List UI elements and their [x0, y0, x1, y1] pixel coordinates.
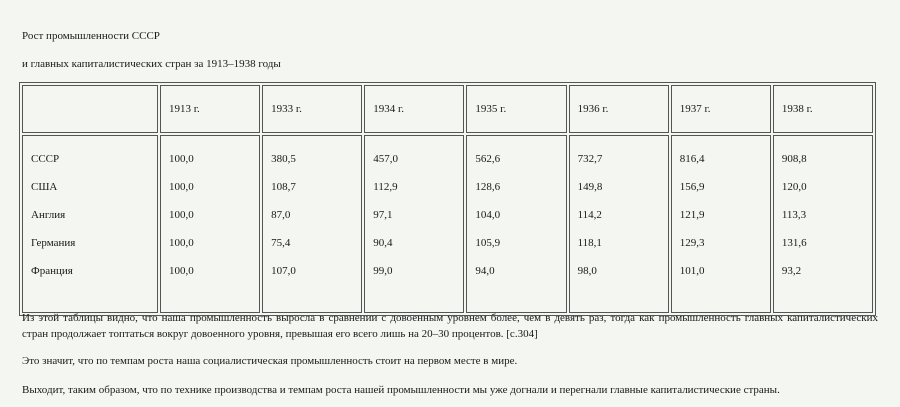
header-year: 1934 г.	[364, 85, 464, 133]
table-cell: 98,0	[577, 265, 597, 277]
table-cell: 107,0	[271, 265, 296, 277]
table-cell: 100,0	[169, 181, 194, 193]
country-column	[22, 135, 158, 313]
header-year: 1933 г.	[262, 85, 362, 133]
year-1913-column	[160, 135, 260, 313]
table-cell: 99,0	[373, 265, 393, 277]
header-year: 1936 г.	[569, 85, 669, 133]
year-1936-column	[569, 135, 669, 313]
table-cell: 118,1	[577, 237, 602, 249]
table-cell: 75,4	[271, 237, 291, 249]
table-header-row	[22, 85, 873, 133]
table-cell: 112,9	[373, 181, 398, 193]
table-cell: 121,9	[679, 209, 705, 221]
table-cell: 93,2	[781, 265, 802, 277]
table-cell: 97,1	[373, 209, 393, 221]
table-cell: 105,9	[475, 237, 501, 249]
table-cell: 90,4	[373, 237, 393, 249]
table-cell: 457,0	[373, 153, 399, 165]
table-cell: 100,0	[169, 209, 194, 221]
table-cell: 100,0	[169, 265, 194, 277]
table-cell: 120,0	[781, 181, 807, 193]
year-1935-column	[466, 135, 566, 313]
table-body-row	[22, 135, 873, 313]
header-year: 1937 г.	[671, 85, 771, 133]
table-cell: 113,3	[781, 209, 807, 221]
table-cell: 100,0	[169, 153, 194, 165]
paragraph: Это значит, что по темпам роста наша социалистическая промышленность стоит на первом месте в мире.	[22, 355, 518, 367]
year-1933-column	[262, 135, 362, 313]
table-cell: 732,7	[577, 153, 603, 165]
header-corner-cell	[22, 85, 158, 133]
industry-growth-table	[19, 82, 876, 316]
table-cell: 149,8	[577, 181, 603, 193]
table-cell: 104,0	[475, 209, 501, 221]
table-cell: 101,0	[679, 265, 705, 277]
year-1938-column	[773, 135, 873, 313]
table-cell: 108,7	[271, 181, 296, 193]
table-cell: 131,6	[781, 237, 807, 249]
country-name: Франция	[31, 265, 73, 277]
table-cell: 156,9	[679, 181, 705, 193]
table-cell: 129,3	[679, 237, 705, 249]
header-year: 1913 г.	[160, 85, 260, 133]
header-year: 1938 г.	[773, 85, 873, 133]
table-cell: 816,4	[679, 153, 705, 165]
table-cell: 562,6	[475, 153, 501, 165]
paragraph: Из этой таблицы видно, что наша промышленность выросла в сравнении с довоенным уровнем более, чем в девять раз, тогда как промышленность главных капиталистических стран продолжает топтаться вокруг довоенного уровня, превышая его всего лишь на 20–30 процентов. [с.304]	[22, 312, 878, 340]
table-cell: 114,2	[577, 209, 602, 221]
table-title: Рост промышленности СССР	[22, 30, 160, 42]
year-1937-column	[671, 135, 771, 313]
table-cell: 87,0	[271, 209, 291, 221]
table-cell: 380,5	[271, 153, 296, 165]
table-subtitle: и главных капиталистических стран за 1913–1938 годы	[22, 58, 281, 70]
table-cell: 908,8	[781, 153, 807, 165]
country-name: США	[31, 181, 58, 193]
year-1934-column	[364, 135, 464, 313]
country-name: СССР	[31, 153, 60, 165]
country-name: Англия	[31, 209, 66, 221]
table-cell: 100,0	[169, 237, 194, 249]
table-cell: 128,6	[475, 181, 501, 193]
country-name: Германия	[31, 237, 76, 249]
paragraph: Выходит, таким образом, что по технике производства и темпам роста нашей промышленности мы уже догнали и перегнали главные капиталистические страны.	[22, 384, 780, 396]
header-year: 1935 г.	[466, 85, 566, 133]
table-cell: 94,0	[475, 265, 495, 277]
